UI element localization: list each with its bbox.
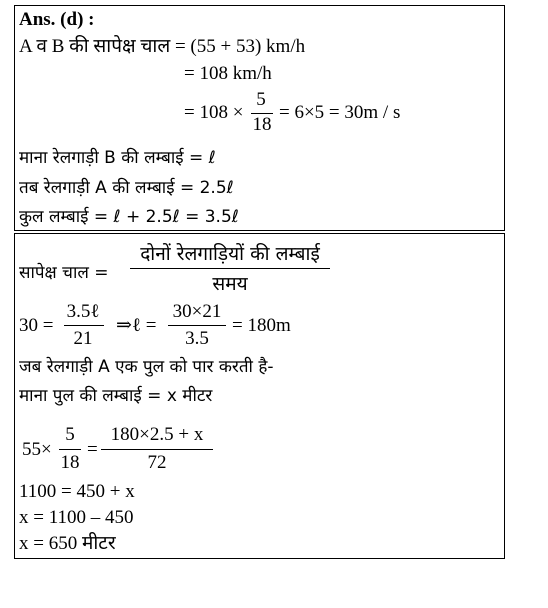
eq30-fraction-bar-2: [168, 325, 226, 326]
eq30-numerator-1: 3.5ℓ: [66, 301, 100, 322]
eq30-fraction-bar-1: [64, 325, 104, 326]
total-length: कुल लम्बाई = ℓ + 2.5ℓ = 3.5ℓ: [19, 207, 239, 227]
eq30-denominator-2: 3.5: [185, 328, 209, 349]
bridge-statement: जब रेलगाड़ी A एक पुल को पार करती है-: [19, 357, 274, 377]
answer-label: Ans. (d) :: [19, 9, 95, 30]
eq-x-subtraction: x = 1100 – 450: [19, 507, 134, 528]
train-b-length: माना रेलगाड़ी B की लम्बाई = ℓ: [19, 148, 216, 168]
speed-108-line: = 108 km/h: [184, 63, 272, 84]
eq55-fraction-bar-1: [59, 449, 81, 450]
eq30-rhs: = 180m: [232, 315, 291, 336]
eq55-denominator-2: 72: [147, 452, 167, 473]
eq55-lhs: 55×: [22, 439, 52, 460]
eq30-numerator-2: 30×21: [172, 301, 222, 322]
eq-x-result: x = 650 मीटर: [19, 533, 116, 554]
eq55-denominator-1: 18: [60, 452, 80, 473]
eq55-numerator-2: 180×2.5 + x: [110, 424, 204, 445]
eq-1100: 1100 = 450 + x: [19, 481, 135, 502]
formula-denominator: समय: [212, 273, 248, 295]
eq30-middle: ⇒ℓ =: [116, 315, 157, 336]
conversion-lhs: = 108 ×: [184, 102, 244, 123]
eq30-denominator-1: 21: [73, 328, 93, 349]
eq55-fraction-bar-2: [101, 449, 213, 450]
conversion-numerator: 5: [256, 89, 266, 110]
formula-fraction-bar: [130, 268, 330, 269]
eq30-lhs: 30 =: [19, 315, 54, 336]
conversion-denominator: 18: [252, 114, 272, 135]
train-a-length: तब रेलगाड़ी A की लम्बाई = 2.5ℓ: [19, 178, 234, 198]
conversion-rhs: = 6×5 = 30m / s: [279, 102, 401, 123]
eq55-numerator-1: 5: [65, 424, 75, 445]
formula-numerator: दोनों रेलगाड़ियों की लम्बाई: [140, 243, 320, 265]
formula-lhs: सापेक्ष चाल =: [19, 263, 109, 283]
bridge-length: माना पुल की लम्बाई = x मीटर: [19, 386, 213, 406]
relative-speed-line: A व B की सापेक्ष चाल = (55 + 53) km/h: [19, 36, 306, 57]
eq55-equals: =: [87, 439, 98, 460]
